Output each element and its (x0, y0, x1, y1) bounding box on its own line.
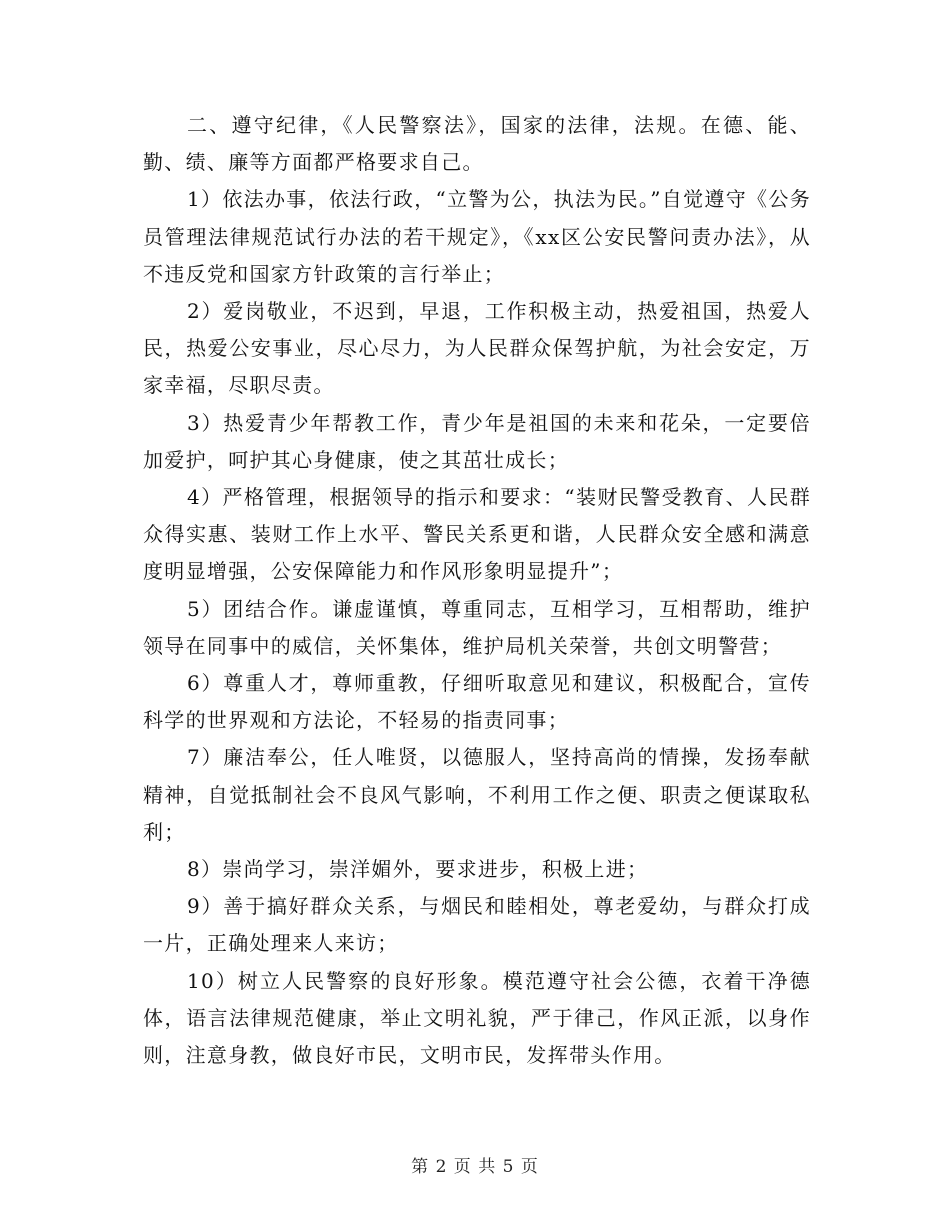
paragraph-item-6: 6）尊重人才，尊师重教，仔细听取意见和建议，积极配合，宣传科学的世界观和方法论，不轻易的指责同事； (143, 671, 811, 733)
paragraph-item-7: 7）廉洁奉公，任人唯贤，以德服人，坚持高尚的情操，发扬奉献精神，自觉抵制社会不良风气影响，不利用工作之便、职责之便谋取私利； (143, 745, 811, 844)
page-number-footer: 第 2 页 共 5 页 (411, 1157, 539, 1177)
paragraph-item-9: 9）善于搞好群众关系，与烟民和睦相处，尊老爱幼，与群众打成一片，正确处理来人来访； (143, 894, 811, 956)
paragraph-item-4: 4）严格管理，根据领导的指示和要求：“装财民警受教育、人民群众得实惠、装财工作上水平、警民关系更和谐，人民群众安全感和满意度明显增强，公安保障能力和作风形象明显提升”； (143, 485, 811, 584)
paragraph-item-3: 3）热爱青少年帮教工作，青少年是祖国的未来和花朵，一定要倍加爱护，呵护其心身健康，使之其茁壮成长； (143, 410, 811, 472)
paragraph-item-1: 1）依法办事，依法行政，“立警为公，执法为民。”自觉遵守《公务员管理法律规范试行办法的若干规定》，《xx区公安民警问责办法》，从不违反党和国家方针政策的言行举止； (143, 187, 811, 286)
paragraph-item-8: 8）崇尚学习，崇洋媚外，要求进步，积极上进； (187, 857, 649, 882)
paragraph-item-10: 10）树立人民警察的良好形象。模范遵守社会公德，衣着干净德体，语言法律规范健康，举止文明礼貌，严于律己，作风正派，以身作则，注意身教，做良好市民，文明市民，发挥带头作用。 (143, 968, 811, 1068)
paragraph-item-5: 5）团结合作。谦虚谨慎，尊重同志，互相学习，互相帮助，维护领导在同事中的威信，关怀集体，维护局机关荣誉，共创文明警营； (143, 596, 811, 658)
document-body (143, 107, 811, 1074)
paragraph-section-two: 二、遵守纪律，《人民警察法》，国家的法律，法规。在德、能、勤、绩、廉等方面都严格要求自己。 (143, 113, 811, 175)
paragraph-item-2: 2）爱岗敬业，不迟到，早退，工作积极主动，热爱祖国，热爱人民，热爱公安事业，尽心尽力，为人民群众保驾护航，为社会安定，万家幸福，尽职尽责。 (143, 299, 811, 398)
